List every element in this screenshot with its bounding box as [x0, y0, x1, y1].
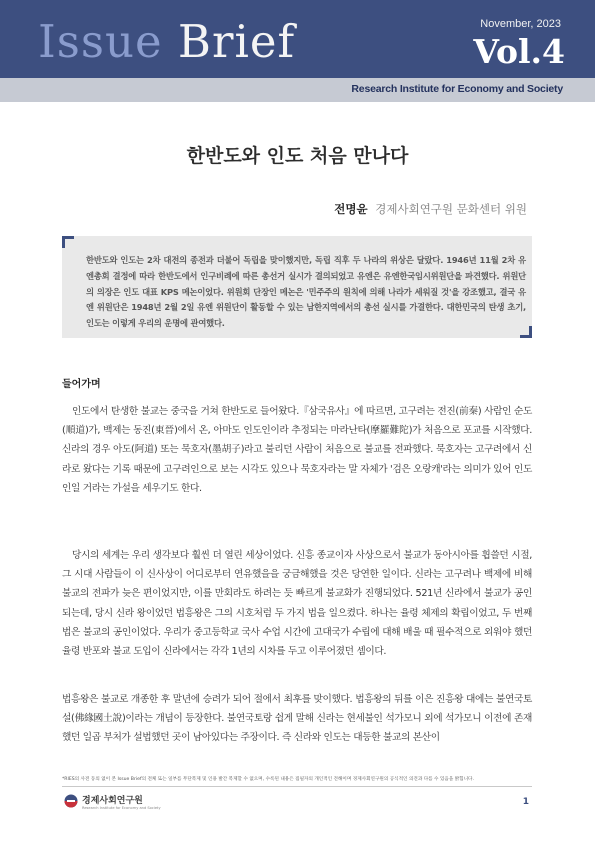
body-paragraph-2 [62, 546, 532, 661]
body-paragraph-3 [62, 690, 532, 748]
author-affiliation: 경제사회연구원 문화센터 위원 [375, 202, 527, 216]
bracket-top-left-icon [62, 236, 74, 248]
institute-bar [0, 78, 595, 102]
author-name: 전명윤 [334, 202, 368, 216]
institute-name: Research Institute for Economy and Society [351, 83, 563, 95]
paragraph-text: 법흥왕은 불교로 개종한 후 말년에 승려가 되어 절에서 최후를 맞이했다. 법흥왕의 뒤를 이은 진흥왕 대에는 불연국토설(佛緣國土說)이라는 개념이 등장한다. 불연국토랑 쉽게 말해 신라는 현세불인 석가모니 외에 석가모니 이전에 존재했던 일곱 부처가 설법했던 곳이 남아있다는 주장이다. 즉 신라와 인도는 대등한 불교의 본산이 [62, 694, 532, 744]
copyright-note: *RIES의 사전 동의 없이 본 Issue Brief의 전체 또는 일부를 무단복제 및 인용 발간 복제할 수 없으며, 수록된 내용은 집필자의 개인적인 견해이며 경제사회연구원의 공식적인 의견과 다를 수 있음을 밝힙니다. [62, 777, 474, 782]
institute-logo-name: 경제사회연구원 [82, 796, 143, 806]
publication-title [38, 14, 295, 70]
footer-divider [62, 786, 532, 787]
body-paragraph-1 [62, 402, 532, 498]
institute-logo-subtitle: Research Institute for Economy and Society [82, 806, 161, 810]
institute-logo-icon [64, 794, 78, 808]
byline [334, 201, 527, 217]
title-word-issue: Issue [38, 15, 163, 68]
article-title: 한반도와 인도 처음 만나다 [186, 145, 409, 167]
summary-text: 한반도와 인도는 2차 대전의 종전과 더불어 독립을 맞이했지만, 독립 직후 두 나라의 위상은 달랐다. 1946년 11월 2차 유엔총회 결정에 따라 한반도에서 인구비례에 따른 총선거 실시가 결의되었고 유엔은 유엔한국임시위원단을 파견했다. 위원단의 의장은 인도 대표 KPS 메논이었다. 위원회 단장인 메논은 '민주주의 원칙에 의해 나라가 세워질 것'을 강조했고, 결국 유엔 위원단은 1948년 2월 2일 유엔 위원단이 활동할 수 있는 남한지역에서의 총선 실시를 가결한다. 대한민국의 탄생 초기, 인도는 이렇게 우리의 운명에 관여했다. [86, 255, 526, 329]
issue-date: November, 2023 [480, 18, 561, 30]
volume-number: Vol.4 [473, 32, 565, 71]
section-heading: 들어가며 [62, 379, 101, 390]
paragraph-text: 인도에서 탄생한 불교는 중국을 거쳐 한반도로 들어왔다.『삼국유사』에 따르면, 고구려는 전진(前秦) 사람인 순도(順道)가, 백제는 동진(東晉)에서 온, 아마도 인도인이라 추정되는 마라난타(摩羅難陀)가 처음으로 포교를 시작했다. 신라의 경우 아도(阿道) 또는 묵호자(墨胡子)라고 불리던 사람이 처음으로 불교를 전파했다. 묵호자는 고구려에서 신라로 왔다는 기록 때문에 고구려인으로 보는 시각도 있으나 묵호자라는 말 자체가 '검은 오랑캐'라는 의미가 있어 인도인일 거라는 가설을 세우기도 한다. [62, 406, 532, 494]
page-number: 1 [522, 797, 529, 807]
title-word-brief: Brief [177, 15, 296, 68]
header-banner [0, 0, 595, 78]
paragraph-text: 당시의 세계는 우리 생각보다 훨씬 더 열린 세상이었다. 신흥 종교이자 사상으로서 불교가 동아시아를 휩쓸던 시절, 그 시대 사람들이 이 신사상이 어디로부터 연유했을을 궁금해했을 것은 당연한 일이다. 신라는 고구려나 백제에 비해 불교의 전파가 늦은 편이었지만, 이를 만회라도 하려는 듯 빠르게 불교화가 진행되었다. 521년 신라에서 불교가 공인되는데, 당시 신라 왕이었던 법흥왕은 그의 시호처럼 두 가지 법을 일으켰다. 하나는 율령 체제의 확립이었고, 두 번째 법은 불교의 공인이었다. 우리가 중고등학교 국사 수업 시간에 고대국가 수립에 대해 배울 때 필수적으로 외워야 했던 율령 반포와 불교 도입이 신라에서는 각각 1년의 시차를 두고 이루어졌던 셈이다. [62, 550, 532, 658]
